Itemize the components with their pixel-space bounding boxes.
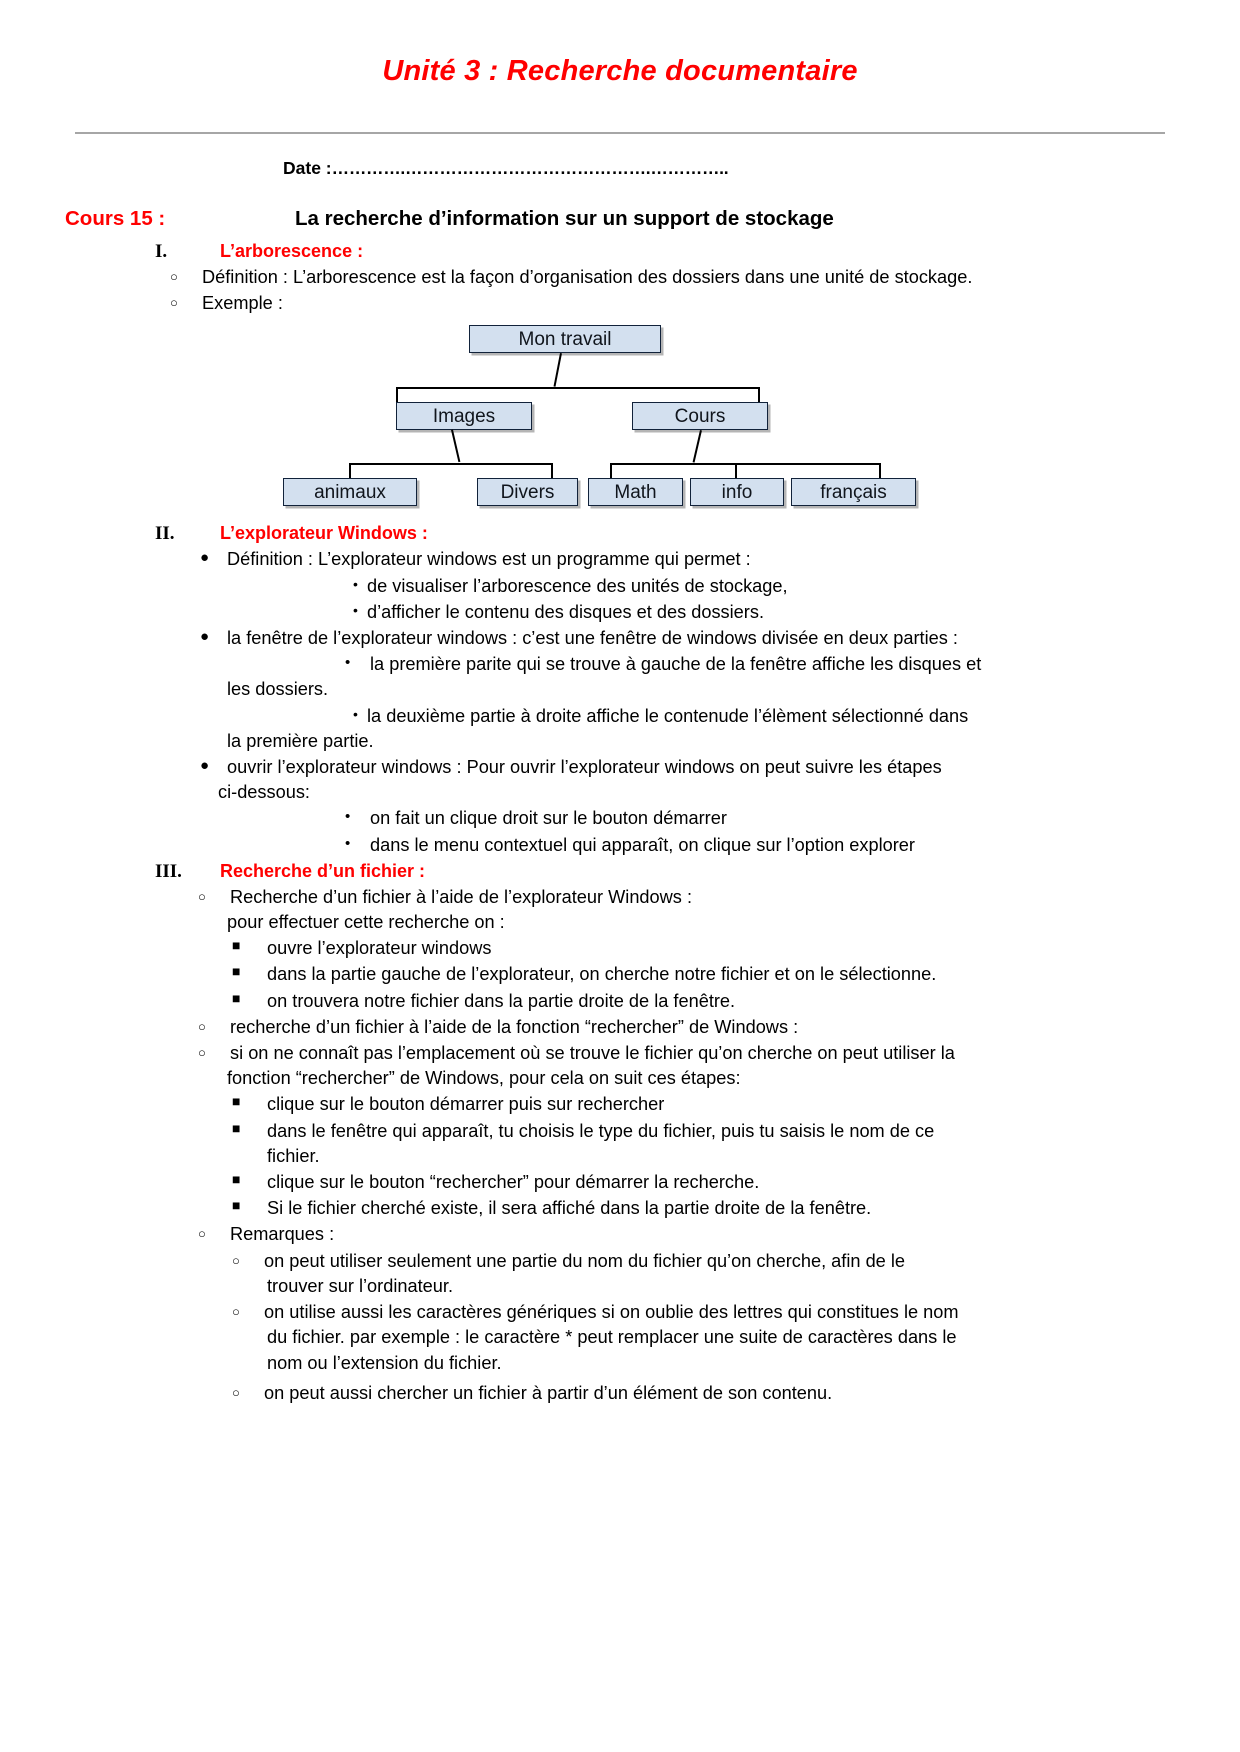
list-item-label: on peut utiliser seulement une partie du nom du fichier qu’on cherche, afin de le bbox=[264, 1250, 906, 1271]
tree-node-label: Images bbox=[432, 406, 496, 428]
square-bullet-icon: ■ bbox=[232, 1119, 241, 1136]
small-disc-bullet-icon: • bbox=[353, 601, 358, 618]
tree-edge bbox=[735, 463, 737, 478]
list-item bbox=[0, 626, 1240, 650]
tree-node-label: Cours bbox=[674, 406, 726, 428]
section-title-3: Recherche d’un fichier : bbox=[220, 860, 426, 881]
list-item-label: dans le fenêtre qui apparaît, tu choisis le type du fichier, puis tu saisis le nom de ce bbox=[267, 1120, 935, 1141]
circle-bullet-icon: ○ bbox=[198, 1226, 206, 1242]
section-numeral-3: III. bbox=[155, 860, 182, 882]
disc-bullet-icon: ● bbox=[200, 549, 210, 567]
list-item bbox=[0, 885, 1240, 909]
tree-node-label: Divers bbox=[500, 482, 555, 504]
list-item bbox=[0, 1092, 1240, 1116]
list-item bbox=[0, 1015, 1240, 1039]
tree-edge bbox=[349, 463, 552, 465]
list-item bbox=[0, 1196, 1240, 1220]
small-disc-bullet-icon: • bbox=[345, 808, 351, 826]
list-item bbox=[0, 574, 1240, 598]
list-item-label: la fenêtre de l’explorateur windows : c’est une fenêtre de windows divisée en deux parties : bbox=[227, 628, 958, 649]
section-title-1: L’arborescence : bbox=[220, 241, 364, 261]
list-item-label: ouvre l’explorateur windows bbox=[267, 938, 492, 959]
section-numeral-1: I. bbox=[155, 241, 168, 262]
list-item-label: d’afficher le contenu des disques et des dossiers. bbox=[367, 601, 764, 622]
small-disc-bullet-icon: • bbox=[353, 575, 358, 592]
list-item bbox=[0, 1381, 1240, 1405]
list-item-continuation: du fichier. par exemple : le caractère * peut remplacer une suite de caractères dans le bbox=[267, 1327, 957, 1348]
tree-node-label: Math bbox=[614, 482, 657, 504]
small-disc-bullet-icon: • bbox=[345, 834, 351, 852]
tree-edge bbox=[693, 430, 702, 463]
list-item bbox=[0, 833, 1240, 857]
circle-bullet-icon: ○ bbox=[170, 295, 178, 311]
list-item-continuation: ci-dessous: bbox=[218, 782, 310, 803]
square-bullet-icon: ■ bbox=[232, 989, 241, 1006]
small-disc-bullet-icon: • bbox=[353, 705, 358, 722]
list-item bbox=[0, 755, 1240, 779]
list-item bbox=[0, 1249, 1240, 1273]
list-item-label: dans la partie gauche de l’explorateur, on cherche notre fichier et on le sélectionne. bbox=[267, 964, 937, 985]
tree-node-label: français bbox=[820, 482, 887, 504]
list-item-label: recherche d’un fichier à l’aide de la fonction “rechercher” de Windows : bbox=[230, 1016, 799, 1037]
square-bullet-icon: ■ bbox=[232, 937, 241, 954]
circle-bullet-icon: ○ bbox=[232, 1304, 240, 1320]
list-item bbox=[0, 806, 1240, 830]
list-item bbox=[0, 704, 1240, 728]
list-item bbox=[0, 652, 1240, 676]
list-item-label: clique sur le bouton “rechercher” pour démarrer la recherche. bbox=[267, 1172, 760, 1193]
tree-node-math bbox=[588, 478, 683, 506]
tree-node-root bbox=[469, 325, 661, 353]
tree-edge bbox=[610, 463, 880, 465]
list-item bbox=[0, 547, 1240, 571]
list-item-continuation: nom ou l’extension du fichier. bbox=[267, 1352, 502, 1373]
list-item bbox=[0, 265, 1240, 289]
list-item-label: clique sur le bouton démarrer puis sur rechercher bbox=[267, 1094, 665, 1115]
section-numeral-2: II. bbox=[155, 523, 175, 545]
circle-bullet-icon: ○ bbox=[170, 269, 178, 284]
section-heading-2 bbox=[0, 523, 1240, 545]
list-item-continuation: la première partie. bbox=[227, 730, 374, 751]
section-heading-1 bbox=[0, 241, 1240, 263]
list-item-label: Si le fichier cherché existe, il sera affiché dans la partie droite de la fenêtre. bbox=[267, 1198, 872, 1219]
header-divider bbox=[75, 132, 1165, 134]
tree-node-animaux bbox=[283, 478, 417, 506]
course-title: La recherche d’information sur un support de stockage bbox=[295, 207, 834, 230]
list-item bbox=[0, 291, 1240, 315]
list-item bbox=[0, 1170, 1240, 1194]
folder-tree-diagram bbox=[0, 319, 1240, 519]
tree-edge bbox=[879, 463, 881, 478]
tree-node-francais bbox=[791, 478, 916, 506]
list-item-label: ouvrir l’explorateur windows : Pour ouvrir l’explorateur windows on peut suivre les étapes bbox=[227, 757, 942, 778]
square-bullet-icon: ■ bbox=[232, 1093, 241, 1110]
list-item bbox=[0, 1119, 1240, 1143]
list-item bbox=[0, 1300, 1240, 1324]
list-item-label: de visualiser l’arborescence des unités de stockage, bbox=[367, 575, 788, 596]
circle-bullet-icon: ○ bbox=[232, 1384, 240, 1400]
tree-node-label: Mon travail bbox=[518, 329, 612, 351]
tree-node-divers bbox=[477, 478, 578, 506]
list-item-label: dans le menu contextuel qui apparaît, on clique sur l’option explorer bbox=[370, 834, 915, 855]
list-item-continuation: pour effectuer cette recherche on : bbox=[227, 912, 505, 933]
section-title-2: L’explorateur Windows : bbox=[220, 523, 428, 544]
page-title: Unité 3 : Recherche documentaire bbox=[382, 55, 858, 87]
tree-node-cours bbox=[632, 402, 768, 430]
list-item-label: on fait un clique droit sur le bouton démarrer bbox=[370, 808, 727, 829]
list-item-label: on utilise aussi les caractères génériques si on oublie des lettres qui constitues le nom bbox=[264, 1302, 959, 1323]
list-item bbox=[0, 1041, 1240, 1065]
date-line bbox=[0, 158, 1240, 179]
list-item-label: Remarques : bbox=[230, 1224, 335, 1245]
list-item bbox=[0, 1222, 1240, 1246]
tree-edge bbox=[551, 463, 553, 478]
circle-bullet-icon: ○ bbox=[198, 1045, 206, 1061]
course-heading-row bbox=[0, 207, 1240, 231]
list-item bbox=[0, 936, 1240, 960]
square-bullet-icon: ■ bbox=[232, 1197, 241, 1214]
date-dots: ………….…………………………………….………….. bbox=[331, 158, 729, 178]
square-bullet-icon: ■ bbox=[232, 963, 241, 980]
course-number-label: Cours 15 : bbox=[65, 207, 166, 230]
disc-bullet-icon: ● bbox=[200, 628, 210, 646]
tree-node-label: info bbox=[721, 482, 753, 504]
circle-bullet-icon: ○ bbox=[198, 888, 206, 904]
tree-edge bbox=[758, 387, 760, 402]
list-item-label: Exemple : bbox=[202, 293, 283, 314]
tree-edge bbox=[610, 463, 612, 478]
tree-edge bbox=[349, 463, 351, 478]
list-item-label: Définition : L’explorateur windows est un programme qui permet : bbox=[227, 549, 751, 570]
small-disc-bullet-icon: • bbox=[345, 654, 351, 672]
section-heading-3 bbox=[0, 861, 1240, 883]
tree-edge bbox=[396, 387, 759, 389]
list-item bbox=[0, 600, 1240, 624]
list-item-label: si on ne connaît pas l’emplacement où se trouve le fichier qu’on cherche on peut utiliser la bbox=[230, 1043, 955, 1064]
list-item bbox=[0, 989, 1240, 1013]
tree-node-label: animaux bbox=[314, 482, 386, 504]
tree-edge bbox=[451, 430, 460, 463]
circle-bullet-icon: ○ bbox=[198, 1018, 206, 1034]
tree-node-info bbox=[690, 478, 784, 506]
list-item-label: on peut aussi chercher un fichier à partir d’un élément de son contenu. bbox=[264, 1382, 833, 1403]
tree-node-images bbox=[396, 402, 532, 430]
list-item-continuation: trouver sur l’ordinateur. bbox=[267, 1275, 454, 1296]
circle-bullet-icon: ○ bbox=[232, 1252, 240, 1268]
list-item-label: la première parite qui se trouve à gauche de la fenêtre affiche les disques et bbox=[370, 654, 982, 675]
list-item-continuation: fichier. bbox=[267, 1145, 320, 1166]
list-item-label: la deuxième partie à droite affiche le contenude l’élèment sélectionné dans bbox=[367, 705, 969, 726]
list-item-label: on trouvera notre fichier dans la partie droite de la fenêtre. bbox=[267, 990, 736, 1011]
disc-bullet-icon: ● bbox=[200, 757, 210, 775]
tree-edge bbox=[554, 353, 562, 387]
list-item-continuation: fonction “rechercher” de Windows, pour cela on suit ces étapes: bbox=[227, 1068, 741, 1089]
list-item-label: Recherche d’un fichier à l’aide de l’explorateur Windows : bbox=[230, 886, 692, 907]
list-item bbox=[0, 962, 1240, 986]
date-label: Date : bbox=[283, 158, 332, 178]
square-bullet-icon: ■ bbox=[232, 1171, 241, 1188]
tree-edge bbox=[396, 387, 398, 402]
list-item-label: Définition : L’arborescence est la façon d’organisation des dossiers dans une unité de stockage. bbox=[202, 267, 973, 287]
list-item-continuation: les dossiers. bbox=[227, 679, 329, 700]
